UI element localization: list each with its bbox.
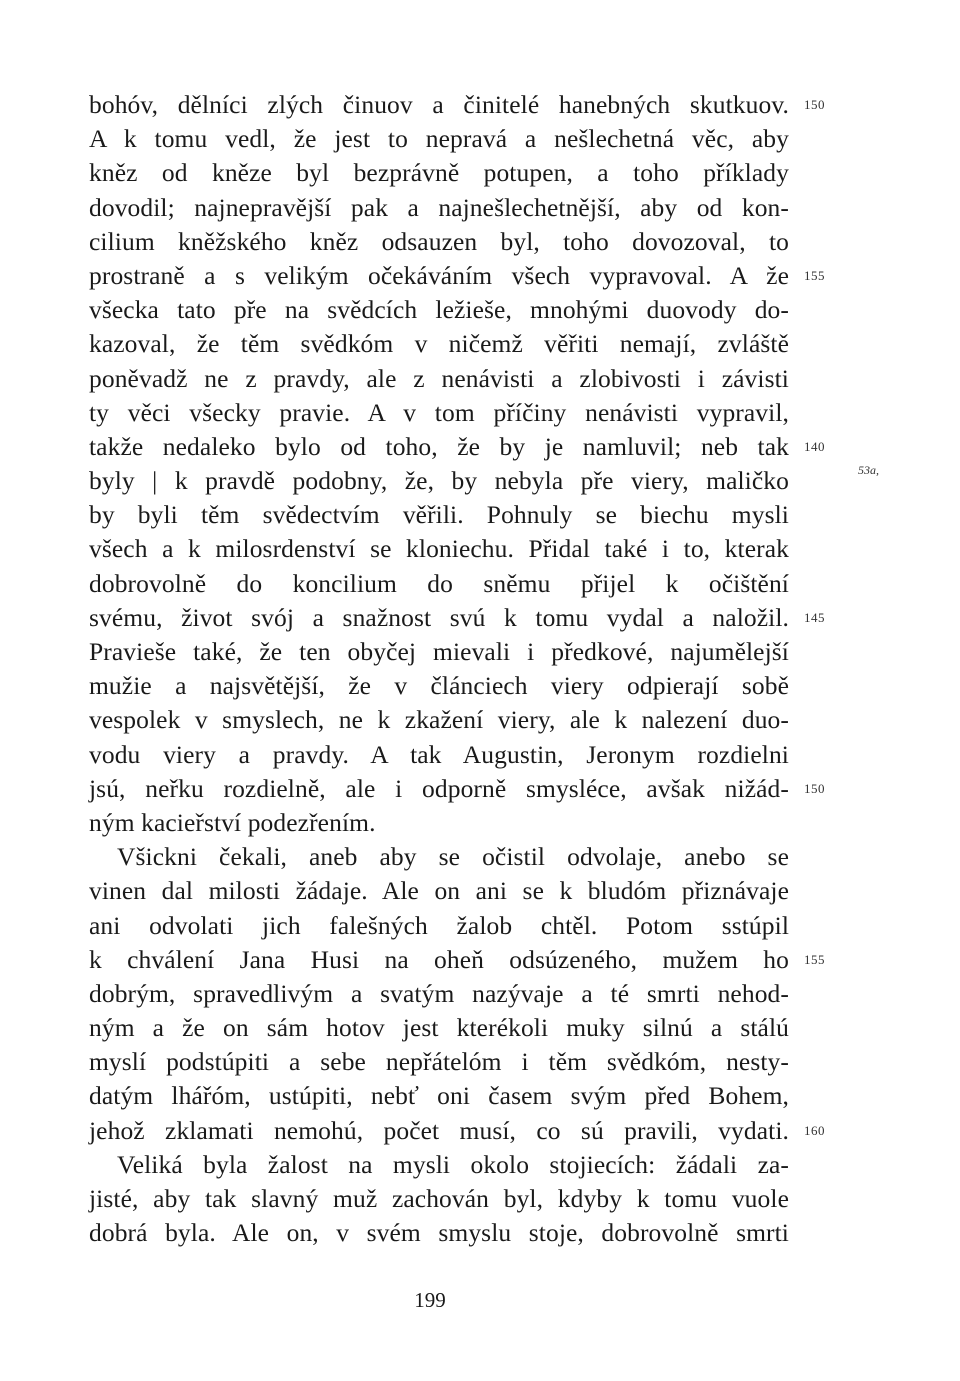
line-number: 140 [804, 438, 825, 454]
line-text: dovodil; najnepravější pak a najnešlechetnější, aby od kon- [89, 192, 789, 222]
line-text: A k tomu vedl, že jest to nepravá a nešlechetná věc, aby [89, 124, 789, 154]
line-text: jehož zklamati nemohú, počet musí, co sú pravili, vydati. [89, 1115, 789, 1145]
line-text: takže nedaleko bylo od toho, že by je namluvil; neb tak [89, 431, 789, 461]
text-line [89, 293, 789, 327]
line-number: 150 [804, 97, 825, 112]
line-text: jisté, aby tak slavný muž zachován byl, kdyby k tomu vuole [89, 1184, 789, 1213]
line-text: vespolek v smyslech, ne k zkažení viery, ale k nalezení duo- [89, 705, 789, 735]
line-text: ani odvolati jich falešných žalob chtěl. Potom sstúpil [89, 910, 789, 940]
line-text: bohóv, dělníci zlých činuov a činitelé hanebných skutkuov. [89, 90, 789, 119]
text-line [89, 1045, 789, 1079]
line-text: ným kacieřství podezřením. [89, 807, 376, 837]
line-text: Všickni čekali, aneb aby se očistil odvolaje, anebo se [117, 842, 789, 872]
text-line [89, 977, 789, 1011]
line-text: kněz od kněze byl bezprávně potupen, a toho příklady [89, 158, 789, 188]
line-text: dobrovolně do koncilium do sněmu přijel k očištění [89, 568, 789, 598]
text-line [89, 601, 825, 635]
line-text: dobrým, spravedlivým a svatým nazývaje a té smrti nehod- [89, 978, 789, 1008]
body-text [89, 88, 825, 1250]
line-text: vodu viery a pravdy. A tak Augustin, Jeronym rozdielni [89, 739, 789, 769]
text-line [89, 806, 789, 840]
line-number: 155 [804, 951, 825, 967]
text-line [89, 430, 825, 464]
line-text: Veliká byla žalost na mysli okolo stojiecích: žádali za- [117, 1149, 789, 1179]
text-line [89, 874, 789, 908]
text-line [89, 1216, 789, 1250]
text-line [89, 532, 789, 566]
line-number: 145 [804, 609, 825, 625]
text-line [89, 327, 789, 361]
text-line [89, 362, 789, 396]
line-text: k chválení Jana Husi na oheň odsúzeného, mužem ho [89, 944, 789, 974]
text-line [89, 1079, 789, 1113]
folio-marginal-note: 53a, [858, 463, 879, 477]
line-text: poněvadž ne z pravdy, ale z nenávisti a zlobivosti i závisti [89, 363, 789, 393]
text-line [89, 909, 789, 943]
text-line [89, 1148, 789, 1182]
text-line [89, 122, 789, 156]
line-text: vinen dal milosti žádaje. Ale on ani se k bludóm přiznávaje [89, 876, 789, 906]
text-line [89, 567, 789, 601]
line-number: 160 [804, 1122, 825, 1138]
line-text: všecka tato pře na svědcích ležieše, mnohými duovody do- [89, 295, 789, 325]
line-text: datým lhářóm, ustúpiti, nebť oni časem svým před Bohem, [89, 1081, 789, 1111]
line-text: dobrá byla. Ale on, v svém smyslu stoje, dobrovolně smrti [89, 1218, 789, 1248]
text-line [89, 396, 789, 430]
text-line [89, 1011, 789, 1045]
line-text: mužie a najsvětější, že v článciech viery odpierají sobě [89, 671, 789, 701]
text-line [89, 738, 789, 772]
page-number: 199 [414, 1288, 446, 1312]
text-line [89, 772, 825, 806]
line-text: jsú, neřku rozdielně, ale i odporně smysléce, avšak nižád- [89, 773, 789, 803]
line-text: svému, život svój a snažnost svú k tomu vydal a naložil. [89, 602, 789, 632]
line-text: Pravieše také, že ten obyčej mievali i předkové, najumělejší [89, 637, 789, 666]
line-text: kazoval, že těm svědkóm v ničemž věřiti nemají, zvláště [89, 329, 789, 359]
text-line [89, 156, 789, 190]
line-text: myslí podstúpiti a sebe nepřátelóm i těm svědkóm, nesty- [89, 1047, 789, 1077]
text-line [89, 498, 789, 532]
text-line [89, 464, 789, 498]
line-text: všech a k milosrdenství se kloniechu. Přidal také i to, kterak [89, 534, 789, 564]
line-number: 155 [804, 267, 825, 283]
text-line [89, 635, 789, 669]
line-number: 150 [804, 780, 825, 796]
line-text: ným a že on sám hotov jest kterékoli muky silnú a stálú [89, 1013, 789, 1043]
text-line [89, 703, 789, 737]
text-line [89, 669, 789, 703]
text-line [89, 1182, 789, 1216]
line-text: prostraně a s velikým očekáváním všech vypravoval. A že [89, 260, 789, 290]
text-line [89, 225, 789, 259]
line-text: by byli těm svědectvím věřili. Pohnuly se biechu mysli [89, 500, 789, 530]
text-line [89, 88, 825, 122]
text-line [89, 943, 825, 977]
line-text: byly | k pravdě podobny, že, by nebyla pře viery, maličko [89, 466, 789, 496]
line-text: ty věci všecky pravie. A v tom příčiny nenávisti vypravil, [89, 397, 789, 427]
line-text: cilium kněžského kněz odsauzen byl, toho dovozoval, to [89, 226, 789, 256]
text-line [89, 191, 789, 225]
text-line [89, 259, 825, 293]
text-line [89, 840, 789, 874]
text-line [89, 1114, 825, 1148]
